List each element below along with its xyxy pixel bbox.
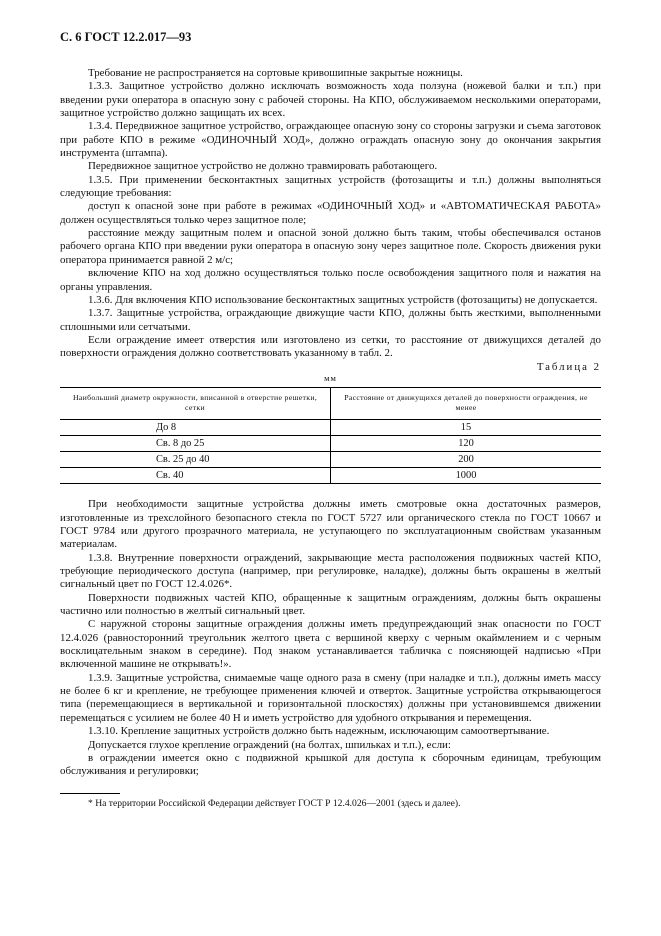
paragraph: Передвижное защитное устройство не должно травмировать работающего. [88, 160, 438, 173]
paragraph: 1.3.8. Внутренние поверхности ограждений, закрывающие места расположения подвижных частей КПО, требующие периодического доступа (например, при регулировке, наладке), должны быть окрашены в желтый сигнальный цвет по ГОСТ 12.4.026*. [60, 551, 601, 591]
paragraph: 1.3.7. Защитные устройства, ограждающие движущие части КПО, должны быть жесткими, выполненными сплошными или сетчатыми. [60, 307, 601, 333]
table-row [60, 419, 601, 435]
paragraph: включение КПО на ход должно осуществляться только после освобождения защитного поля и нажатия на органы управления. [60, 267, 601, 293]
footnote-divider [60, 793, 120, 794]
cell-text: Св. 8 до 25 [156, 437, 205, 449]
paragraph: При необходимости защитные устройства должны иметь смотровые окна достаточных размеров, изготовленные из трехслойного безопасного стекла по ГОСТ 5727 или органического стекла по ГОСТ 10667 и ГОСТ 9784 или другого прозрачного материала, не уступающего по эксплуатационным свойствам указанным материалам. [60, 498, 601, 551]
paragraph: 1.3.4. Передвижное защитное устройство, ограждающее опасную зону со стороны загрузки и съема заготовок при работе КПО в режиме «ОДИНОЧНЫЙ ХОД», должно ограждать опасную зону до окончания закрытия инструмента (штампа). [60, 120, 601, 160]
document-page [60, 30, 601, 810]
table-cell-diameter [60, 435, 331, 451]
paragraph: 1.3.6. Для включения КПО использование бесконтактных защитных устройств (фотозащиты) не допускается. [88, 293, 598, 306]
table-cell-distance: 200 [331, 451, 602, 467]
column-header-distance: Расстояние от движущихся деталей до поверхности ограждения, не менее [331, 387, 602, 419]
paragraph: Допускается глухое крепление ограждений (на болтах, шпильках и т.п.), если: [88, 738, 451, 751]
paragraph: Поверхности подвижных частей КПО, обращенные к защитным ограждениям, должны быть окрашены частично или полностью в желтый сигнальный цвет. [60, 591, 601, 618]
paragraph: в ограждении имеется окно с подвижной крышкой для доступа к сборочным единицам, требующим обслуживания и регулировки; [60, 751, 601, 778]
cell-text: До 8 [156, 421, 177, 433]
table-row [60, 435, 601, 451]
paragraph: 1.3.3. Защитное устройство должно исключать возможность хода ползуна (ножевой балки и т.п.) при введении руки оператора в опасную зону с рабочей стороны. На КПО, обслуживаемом несколькими операторами, защитное устройство должно защищать их всех. [60, 80, 601, 120]
cell-text: Св. 25 до 40 [156, 454, 210, 466]
paragraph: С наружной стороны защитные ограждения должны иметь предупреждающий знак опасности по ГОСТ 12.4.026 (равносторонний треугольник желтого цвета с вершиной кверху с черным окаймлением и с черным восклицательным знаком в середине). Под знаком устанавливается табличка с поясняющей надписью «При включенной машине не открывать!». [60, 618, 601, 671]
paragraph: Если ограждение имеет отверстия или изготовлено из сетки, то расстояние от движущихся деталей до поверхности ограждения должно соответствовать указанному в табл. 2. [60, 333, 601, 360]
table-cell-diameter [60, 451, 331, 467]
table-row [60, 468, 601, 484]
page-header: С. 6 ГОСТ 12.2.017—93 [60, 30, 192, 44]
body-text-top [60, 67, 601, 361]
table-2 [60, 387, 601, 485]
table-title: Таблица 2 [536, 360, 601, 373]
table-row [60, 451, 601, 467]
cell-text: Св. 40 [156, 470, 184, 482]
paragraph: 1.3.10. Крепление защитных устройств должно быть надежным, исключающим самоотвертывание. [88, 725, 550, 738]
paragraph: 1.3.9. Защитные устройства, снимаемые чаще одного раза в смену (при наладке и т.п.), должны иметь массу не более 6 кг и крепление, не требующее применения ключей и отверток. Защитные устройства открывающегося типа (перемещающиеся в вертикальной и горизонтальной плоскостях) должны при установившемся движении перемещаться с усилием не более 40 Н и иметь устройство для удобного открывания и перемещения. [60, 671, 601, 724]
column-header-diameter: Наибольший диаметр окружности, вписанной в отверстие решетки, сетки [60, 387, 331, 419]
paragraph: расстояние между защитным полем и опасной зоной должно быть таким, чтобы обеспечивался останов рабочего органа КПО при введении руки оператора в опасную зону через защитное поле. Скорость движения руки оператора принимается равной 2 м/с; [60, 227, 601, 266]
paragraph: 1.3.5. При применении бесконтактных защитных устройств (фотозащиты и т.п.) должны выполняться следующие требования: [60, 173, 601, 200]
table-unit: мм [324, 372, 337, 383]
table-cell-diameter [60, 419, 331, 435]
footnote: * На территории Российской Федерации действует ГОСТ Р 12.4.026—2001 (здесь и далее). [88, 797, 461, 809]
table-header-row [60, 387, 601, 419]
table-cell-diameter [60, 468, 331, 484]
body-text-bottom [60, 498, 601, 778]
table-cell-distance: 120 [331, 435, 602, 451]
table-caption [60, 361, 601, 387]
paragraph: доступ к опасной зоне при работе в режимах «ОДИНОЧНЫЙ ХОД» и «АВТОМАТИЧЕСКАЯ РАБОТА» должен осуществляться только через защитное поле; [60, 200, 601, 226]
table-cell-distance: 1000 [331, 468, 602, 484]
table-cell-distance: 15 [331, 419, 602, 435]
paragraph: Требование не распространяется на сортовые кривошипные закрытые ножницы. [88, 67, 463, 79]
